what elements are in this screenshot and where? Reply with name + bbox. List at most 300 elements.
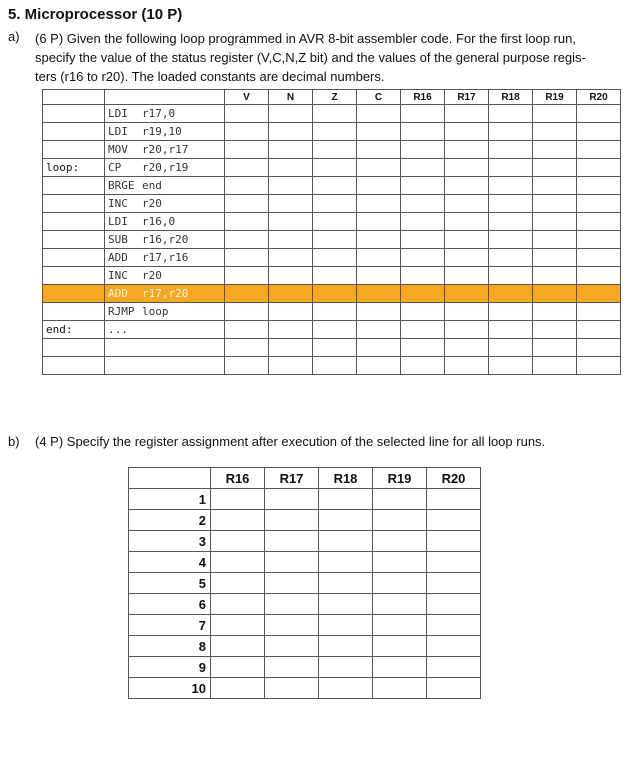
- row-label: [43, 177, 105, 195]
- answer-cell[interactable]: [445, 195, 489, 213]
- answer-cell[interactable]: [577, 123, 621, 141]
- answer-cell[interactable]: [577, 303, 621, 321]
- part-a-line: (6 P) Given the following loop programmed in AVR 8-bit assembler code. For the first loop run,: [35, 31, 576, 46]
- header-blank: [43, 90, 105, 105]
- answer-cell[interactable]: [269, 195, 313, 213]
- answer-cell[interactable]: [211, 573, 265, 594]
- loop-run-row: [129, 636, 481, 657]
- answer-cell[interactable]: [357, 177, 401, 195]
- answer-cell[interactable]: [427, 573, 481, 594]
- answer-cell[interactable]: [357, 321, 401, 339]
- answer-cell[interactable]: [269, 177, 313, 195]
- loop-run-number: 5: [129, 573, 211, 594]
- answer-cell[interactable]: [269, 339, 313, 357]
- answer-cell[interactable]: [401, 159, 445, 177]
- answer-cell[interactable]: [533, 285, 577, 303]
- header-blank: [129, 468, 211, 489]
- part-a-label: a): [8, 29, 20, 44]
- answer-cell[interactable]: [577, 195, 621, 213]
- answer-cell[interactable]: [225, 231, 269, 249]
- answer-cell[interactable]: [319, 573, 373, 594]
- answer-cell[interactable]: [265, 636, 319, 657]
- opcode: CP: [108, 161, 122, 174]
- row-label: [43, 213, 105, 231]
- header-r20: R20: [427, 468, 481, 489]
- answer-cell[interactable]: [357, 105, 401, 123]
- answer-cell[interactable]: [445, 267, 489, 285]
- operands: r20,r19: [142, 161, 189, 174]
- answer-cell[interactable]: [313, 213, 357, 231]
- answer-cell[interactable]: [489, 267, 533, 285]
- answer-cell[interactable]: [225, 177, 269, 195]
- answer-cell[interactable]: [225, 195, 269, 213]
- answer-cell[interactable]: [401, 357, 445, 375]
- answer-cell[interactable]: [265, 615, 319, 636]
- answer-cell[interactable]: [319, 657, 373, 678]
- answer-cell[interactable]: [313, 159, 357, 177]
- answer-cell[interactable]: [269, 303, 313, 321]
- answer-cell[interactable]: [269, 267, 313, 285]
- answer-cell[interactable]: [373, 531, 427, 552]
- answer-cell[interactable]: [427, 636, 481, 657]
- instruction: [105, 105, 225, 123]
- answer-cell[interactable]: [427, 594, 481, 615]
- answer-cell[interactable]: [211, 510, 265, 531]
- opcode: ...: [108, 323, 128, 336]
- answer-cell[interactable]: [225, 159, 269, 177]
- answer-cell[interactable]: [577, 231, 621, 249]
- answer-cell[interactable]: [269, 249, 313, 267]
- instruction: [105, 249, 225, 267]
- answer-cell[interactable]: [533, 159, 577, 177]
- loop-run-number: 1: [129, 489, 211, 510]
- answer-cell[interactable]: [373, 657, 427, 678]
- operands: r20: [142, 269, 162, 282]
- answer-cell[interactable]: [373, 489, 427, 510]
- header-r18: R18: [319, 468, 373, 489]
- answer-cell[interactable]: [313, 195, 357, 213]
- row-label: [43, 285, 105, 303]
- loop-run-number: 4: [129, 552, 211, 573]
- answer-cell[interactable]: [489, 195, 533, 213]
- answer-cell[interactable]: [533, 105, 577, 123]
- header-c: C: [357, 90, 401, 105]
- program-row: [43, 159, 621, 177]
- loop-run-number: 9: [129, 657, 211, 678]
- loop-run-row: [129, 531, 481, 552]
- instruction: [105, 195, 225, 213]
- loop-run-row: [129, 615, 481, 636]
- answer-cell[interactable]: [319, 489, 373, 510]
- answer-cell[interactable]: [225, 105, 269, 123]
- answer-cell[interactable]: [211, 594, 265, 615]
- part-b-instructions: (4 P) Specify the register assignment after execution of the selected line for all loop runs.: [35, 434, 546, 449]
- opcode: BRGE: [108, 179, 135, 192]
- header-r16: R16: [211, 468, 265, 489]
- loop-run-row: [129, 657, 481, 678]
- header-r19: R19: [373, 468, 427, 489]
- instruction: [105, 357, 225, 375]
- answer-cell[interactable]: [577, 339, 621, 357]
- opcode: LDI: [108, 125, 128, 138]
- answer-cell[interactable]: [269, 123, 313, 141]
- header-r20: R20: [577, 90, 621, 105]
- program-row: [43, 357, 621, 375]
- answer-cell[interactable]: [211, 678, 265, 699]
- opcode: LDI: [108, 107, 128, 120]
- loop-run-number: 10: [129, 678, 211, 699]
- answer-cell[interactable]: [401, 303, 445, 321]
- answer-cell[interactable]: [401, 213, 445, 231]
- instruction: [105, 141, 225, 159]
- answer-cell[interactable]: [269, 321, 313, 339]
- header-v: V: [225, 90, 269, 105]
- operands: end: [142, 179, 162, 192]
- answer-cell[interactable]: [533, 303, 577, 321]
- opcode: MOV: [108, 143, 128, 156]
- answer-cell[interactable]: [211, 636, 265, 657]
- row-label: [43, 105, 105, 123]
- operands: loop: [142, 305, 169, 318]
- program-row: [43, 285, 621, 303]
- answer-cell[interactable]: [357, 159, 401, 177]
- answer-cell[interactable]: [373, 552, 427, 573]
- opcode: LDI: [108, 215, 128, 228]
- answer-cell[interactable]: [265, 594, 319, 615]
- header-r17: R17: [445, 90, 489, 105]
- answer-cell[interactable]: [533, 141, 577, 159]
- answer-cell[interactable]: [489, 285, 533, 303]
- program-row: [43, 249, 621, 267]
- loop-run-number: 2: [129, 510, 211, 531]
- answer-cell[interactable]: [313, 285, 357, 303]
- answer-cell[interactable]: [265, 657, 319, 678]
- answer-cell[interactable]: [533, 213, 577, 231]
- answer-cell[interactable]: [313, 123, 357, 141]
- answer-cell[interactable]: [313, 321, 357, 339]
- row-label: [43, 267, 105, 285]
- row-label: [43, 195, 105, 213]
- answer-cell[interactable]: [445, 141, 489, 159]
- answer-cell[interactable]: [319, 510, 373, 531]
- header-r18: R18: [489, 90, 533, 105]
- operands: r16,r20: [142, 233, 189, 246]
- answer-cell[interactable]: [489, 231, 533, 249]
- part-b-label: b): [8, 434, 20, 449]
- operands: r17,r20: [142, 287, 189, 300]
- answer-cell[interactable]: [313, 267, 357, 285]
- program-row: [43, 303, 621, 321]
- answer-cell[interactable]: [373, 594, 427, 615]
- answer-cell[interactable]: [225, 285, 269, 303]
- answer-cell[interactable]: [489, 357, 533, 375]
- row-label: [43, 339, 105, 357]
- part-a-line: ters (r16 to r20). The loaded constants are decimal numbers.: [35, 69, 385, 84]
- program-row: [43, 195, 621, 213]
- answer-cell[interactable]: [357, 303, 401, 321]
- answer-cell[interactable]: [401, 249, 445, 267]
- loop-run-row: [129, 594, 481, 615]
- answer-cell[interactable]: [269, 105, 313, 123]
- answer-cell[interactable]: [225, 321, 269, 339]
- answer-cell[interactable]: [445, 177, 489, 195]
- answer-cell[interactable]: [211, 531, 265, 552]
- answer-cell[interactable]: [445, 339, 489, 357]
- program-table: [42, 89, 621, 375]
- answer-cell[interactable]: [313, 141, 357, 159]
- opcode: ADD: [108, 287, 128, 300]
- answer-cell[interactable]: [319, 531, 373, 552]
- answer-cell[interactable]: [577, 159, 621, 177]
- instruction: [105, 177, 225, 195]
- header-r19: R19: [533, 90, 577, 105]
- instruction: [105, 285, 225, 303]
- answer-cell[interactable]: [427, 510, 481, 531]
- answer-cell[interactable]: [427, 615, 481, 636]
- answer-cell[interactable]: [319, 678, 373, 699]
- answer-cell[interactable]: [401, 285, 445, 303]
- answer-cell[interactable]: [577, 213, 621, 231]
- answer-cell[interactable]: [489, 303, 533, 321]
- answer-cell[interactable]: [265, 510, 319, 531]
- answer-cell[interactable]: [313, 177, 357, 195]
- answer-cell[interactable]: [313, 105, 357, 123]
- answer-cell[interactable]: [577, 249, 621, 267]
- answer-cell[interactable]: [577, 357, 621, 375]
- answer-cell[interactable]: [211, 615, 265, 636]
- answer-cell[interactable]: [313, 339, 357, 357]
- answer-cell[interactable]: [225, 249, 269, 267]
- answer-cell[interactable]: [313, 249, 357, 267]
- answer-cell[interactable]: [357, 267, 401, 285]
- part-a-line: specify the value of the status register (V,C,N,Z bit) and the values of the general purpose regis-: [35, 50, 586, 65]
- instruction: [105, 339, 225, 357]
- answer-cell[interactable]: [319, 615, 373, 636]
- loop-run-number: 3: [129, 531, 211, 552]
- answer-cell[interactable]: [265, 552, 319, 573]
- answer-cell[interactable]: [265, 678, 319, 699]
- answer-cell[interactable]: [357, 231, 401, 249]
- answer-cell[interactable]: [489, 213, 533, 231]
- answer-cell[interactable]: [269, 159, 313, 177]
- opcode: SUB: [108, 233, 128, 246]
- answer-cell[interactable]: [445, 285, 489, 303]
- answer-cell[interactable]: [445, 357, 489, 375]
- answer-cell[interactable]: [533, 249, 577, 267]
- operands: r16,0: [142, 215, 176, 228]
- answer-cell[interactable]: [489, 339, 533, 357]
- program-row: [43, 123, 621, 141]
- header-r17: R17: [265, 468, 319, 489]
- row-label: [43, 231, 105, 249]
- answer-cell[interactable]: [269, 285, 313, 303]
- answer-cell[interactable]: [445, 105, 489, 123]
- operands: r19,10: [142, 125, 182, 138]
- answer-cell[interactable]: [319, 594, 373, 615]
- operands: r20: [142, 197, 162, 210]
- answer-cell[interactable]: [319, 636, 373, 657]
- register-table-header: [129, 468, 481, 489]
- answer-cell[interactable]: [313, 303, 357, 321]
- part-a-instructions: [35, 29, 635, 86]
- answer-cell[interactable]: [401, 105, 445, 123]
- answer-cell[interactable]: [373, 636, 427, 657]
- answer-cell[interactable]: [489, 159, 533, 177]
- answer-cell[interactable]: [489, 321, 533, 339]
- row-label: [43, 249, 105, 267]
- instruction: [105, 267, 225, 285]
- instruction: [105, 303, 225, 321]
- program-row: [43, 177, 621, 195]
- answer-cell[interactable]: [533, 231, 577, 249]
- loop-run-row: [129, 510, 481, 531]
- answer-cell[interactable]: [577, 267, 621, 285]
- answer-cell[interactable]: [445, 321, 489, 339]
- loop-run-number: 6: [129, 594, 211, 615]
- answer-cell[interactable]: [319, 552, 373, 573]
- row-label: [43, 357, 105, 375]
- answer-cell[interactable]: [445, 123, 489, 141]
- answer-cell[interactable]: [577, 105, 621, 123]
- row-label: [43, 303, 105, 321]
- exercise-heading: 5. Microprocessor (10 P): [8, 6, 183, 23]
- answer-cell[interactable]: [225, 141, 269, 159]
- program-row: [43, 339, 621, 357]
- answer-cell[interactable]: [265, 573, 319, 594]
- answer-cell[interactable]: [489, 105, 533, 123]
- answer-cell[interactable]: [445, 159, 489, 177]
- answer-cell[interactable]: [533, 357, 577, 375]
- answer-cell[interactable]: [533, 177, 577, 195]
- loop-run-row: [129, 552, 481, 573]
- answer-cell[interactable]: [225, 123, 269, 141]
- opcode: RJMP: [108, 305, 135, 318]
- program-row: [43, 105, 621, 123]
- program-row: [43, 321, 621, 339]
- answer-cell[interactable]: [401, 339, 445, 357]
- answer-cell[interactable]: [401, 231, 445, 249]
- answer-cell[interactable]: [313, 357, 357, 375]
- header-r16: R16: [401, 90, 445, 105]
- answer-cell[interactable]: [225, 339, 269, 357]
- answer-cell[interactable]: [533, 195, 577, 213]
- operands: r17,0: [142, 107, 176, 120]
- answer-cell[interactable]: [265, 531, 319, 552]
- answer-cell[interactable]: [401, 123, 445, 141]
- row-label: end:: [43, 321, 105, 339]
- answer-cell[interactable]: [489, 123, 533, 141]
- answer-cell[interactable]: [357, 141, 401, 159]
- answer-cell[interactable]: [489, 177, 533, 195]
- answer-cell[interactable]: [211, 657, 265, 678]
- program-row: [43, 267, 621, 285]
- answer-cell[interactable]: [445, 231, 489, 249]
- answer-cell[interactable]: [357, 357, 401, 375]
- answer-cell[interactable]: [489, 141, 533, 159]
- answer-cell[interactable]: [357, 249, 401, 267]
- answer-cell[interactable]: [357, 339, 401, 357]
- answer-cell[interactable]: [373, 573, 427, 594]
- answer-cell[interactable]: [401, 267, 445, 285]
- answer-cell[interactable]: [373, 615, 427, 636]
- program-row: [43, 213, 621, 231]
- answer-cell[interactable]: [577, 141, 621, 159]
- program-row: [43, 231, 621, 249]
- answer-cell[interactable]: [427, 552, 481, 573]
- answer-cell[interactable]: [401, 141, 445, 159]
- row-label: [43, 123, 105, 141]
- answer-cell[interactable]: [445, 303, 489, 321]
- answer-cell[interactable]: [225, 303, 269, 321]
- answer-cell[interactable]: [401, 321, 445, 339]
- answer-cell[interactable]: [225, 267, 269, 285]
- answer-cell[interactable]: [357, 123, 401, 141]
- answer-cell[interactable]: [427, 489, 481, 510]
- answer-cell[interactable]: [357, 213, 401, 231]
- answer-cell[interactable]: [225, 213, 269, 231]
- loop-run-row: [129, 678, 481, 699]
- answer-cell[interactable]: [427, 657, 481, 678]
- answer-cell[interactable]: [373, 678, 427, 699]
- answer-cell[interactable]: [401, 177, 445, 195]
- answer-cell[interactable]: [265, 489, 319, 510]
- answer-cell[interactable]: [269, 357, 313, 375]
- answer-cell[interactable]: [445, 213, 489, 231]
- row-label: [43, 141, 105, 159]
- header-n: N: [269, 90, 313, 105]
- answer-cell[interactable]: [269, 141, 313, 159]
- answer-cell[interactable]: [269, 231, 313, 249]
- answer-cell[interactable]: [577, 285, 621, 303]
- row-label: loop:: [43, 159, 105, 177]
- opcode: INC: [108, 197, 128, 210]
- instruction: [105, 231, 225, 249]
- header-blank: [105, 90, 225, 105]
- operands: r20,r17: [142, 143, 189, 156]
- answer-cell[interactable]: [489, 249, 533, 267]
- answer-cell[interactable]: [427, 678, 481, 699]
- answer-cell[interactable]: [533, 339, 577, 357]
- answer-cell[interactable]: [577, 321, 621, 339]
- answer-cell[interactable]: [357, 195, 401, 213]
- loop-run-number: 7: [129, 615, 211, 636]
- loop-run-row: [129, 573, 481, 594]
- answer-cell[interactable]: [269, 213, 313, 231]
- opcode: INC: [108, 269, 128, 282]
- answer-cell[interactable]: [533, 321, 577, 339]
- opcode: ADD: [108, 251, 128, 264]
- answer-cell[interactable]: [533, 123, 577, 141]
- loop-run-number: 8: [129, 636, 211, 657]
- answer-cell[interactable]: [445, 249, 489, 267]
- answer-cell[interactable]: [211, 552, 265, 573]
- register-table: [128, 467, 481, 699]
- operands: r17,r16: [142, 251, 189, 264]
- answer-cell[interactable]: [577, 177, 621, 195]
- answer-cell[interactable]: [313, 231, 357, 249]
- answer-cell[interactable]: [211, 489, 265, 510]
- answer-cell[interactable]: [225, 357, 269, 375]
- answer-cell[interactable]: [533, 267, 577, 285]
- header-z: Z: [313, 90, 357, 105]
- answer-cell[interactable]: [357, 285, 401, 303]
- answer-cell[interactable]: [373, 510, 427, 531]
- loop-run-row: [129, 489, 481, 510]
- program-table-header: [43, 90, 621, 105]
- answer-cell[interactable]: [427, 531, 481, 552]
- answer-cell[interactable]: [401, 195, 445, 213]
- instruction: [105, 159, 225, 177]
